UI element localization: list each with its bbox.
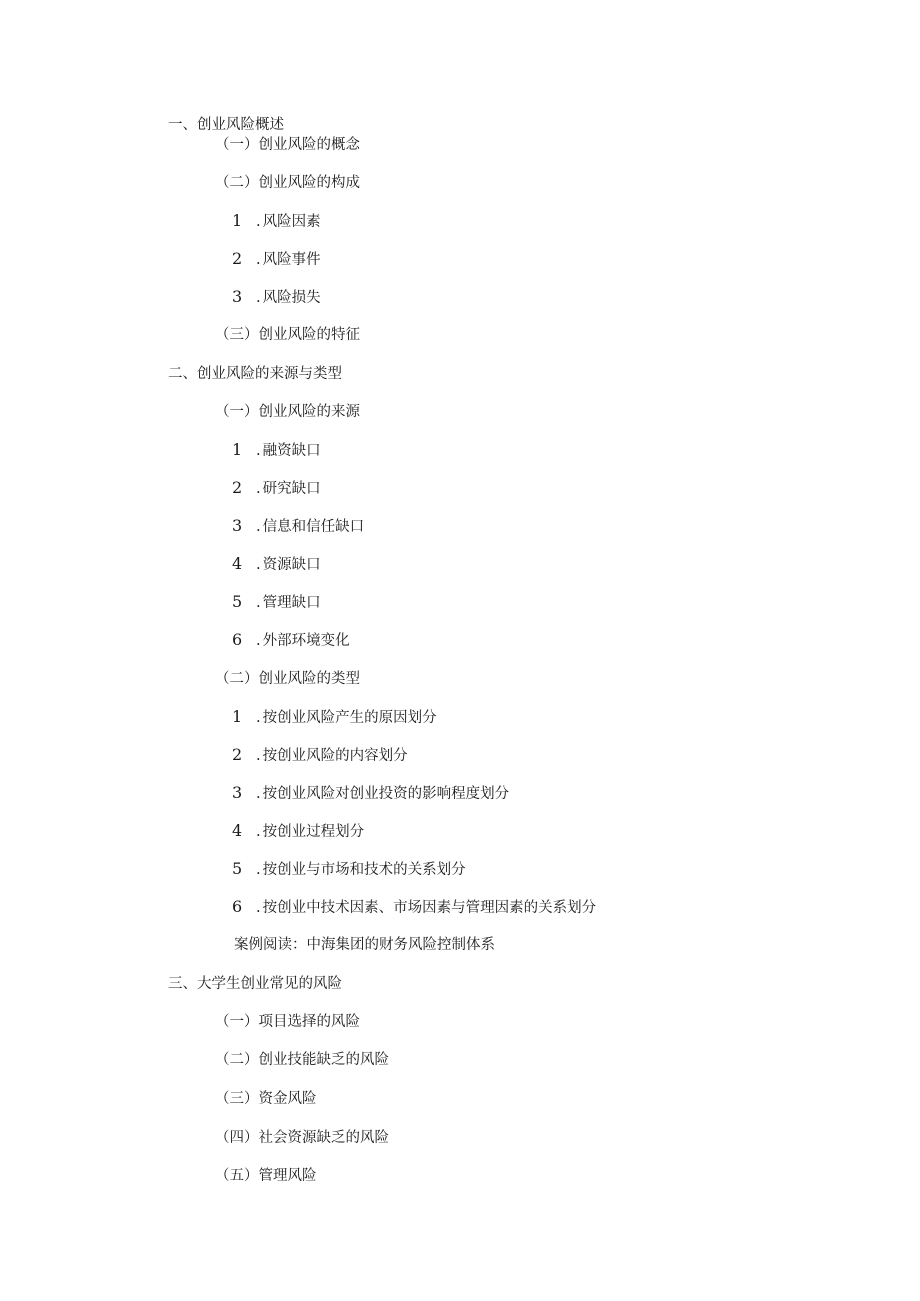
- item-number: 3: [232, 783, 243, 802]
- item-number: 1: [232, 440, 243, 459]
- item-number: 2: [232, 249, 243, 268]
- subsection-heading: （一）创业风险的概念: [215, 137, 360, 153]
- item-text: 风险损失: [262, 290, 321, 306]
- list-item: 5 . 管理缺口: [232, 592, 321, 611]
- item-number: 6: [232, 630, 243, 649]
- subsection-heading: （二）创业技能缺乏的风险: [215, 1052, 389, 1068]
- subsection-heading: （一）项目选择的风险: [215, 1014, 360, 1030]
- item-text: 管理缺口: [262, 595, 321, 611]
- list-item: 3 . 按创业风险对创业投资的影响程度划分: [232, 783, 510, 802]
- item-number: 5: [232, 859, 243, 878]
- item-text: 风险因素: [262, 214, 321, 230]
- item-text: 按创业与市场和技术的关系划分: [262, 862, 466, 878]
- item-text: 研究缺口: [262, 481, 321, 497]
- item-text: 按创业风险的内容划分: [262, 748, 408, 764]
- case-reading: 案例阅读：中海集团的财务风险控制体系: [234, 937, 495, 953]
- list-item: 5 . 按创业与市场和技术的关系划分: [232, 859, 466, 878]
- item-text: 风险事件: [262, 252, 321, 268]
- subsection-heading: （二）创业风险的构成: [215, 175, 360, 191]
- section-heading: 一、创业风险概述: [168, 117, 284, 133]
- item-number: 5: [232, 592, 243, 611]
- section-heading: 三、大学生创业常见的风险: [168, 976, 342, 992]
- list-item: 3 . 风险损失: [232, 287, 321, 306]
- list-item: 1 . 融资缺口: [232, 440, 321, 459]
- item-number: 1: [232, 211, 243, 230]
- subsection-heading: （三）资金风险: [215, 1091, 317, 1107]
- subsection-heading: （三）创业风险的特征: [215, 327, 360, 343]
- list-item: 2 . 风险事件: [232, 249, 321, 268]
- list-item: 4 . 资源缺口: [232, 554, 321, 573]
- item-text: 按创业风险对创业投资的影响程度划分: [262, 786, 510, 802]
- item-number: 2: [232, 745, 243, 764]
- list-item: 2 . 按创业风险的内容划分: [232, 745, 408, 764]
- item-text: 按创业过程划分: [262, 824, 365, 840]
- item-text: 融资缺口: [262, 443, 321, 459]
- list-item: 4 . 按创业过程划分: [232, 821, 365, 840]
- item-number: 6: [232, 897, 243, 916]
- list-item: 6 . 外部环境变化: [232, 630, 350, 649]
- item-text: 外部环境变化: [262, 633, 350, 649]
- subsection-heading: （四）社会资源缺乏的风险: [215, 1130, 389, 1146]
- item-text: 资源缺口: [262, 557, 321, 573]
- item-text: 按创业中技术因素、市场因素与管理因素的关系划分: [262, 900, 597, 916]
- list-item: 1 . 风险因素: [232, 211, 321, 230]
- item-text: 按创业风险产生的原因划分: [262, 710, 437, 726]
- section-heading: 二、创业风险的来源与类型: [168, 366, 342, 382]
- item-text: 信息和信任缺口: [262, 519, 365, 535]
- item-number: 3: [232, 516, 243, 535]
- item-number: 4: [232, 821, 243, 840]
- list-item: 6 . 按创业中技术因素、市场因素与管理因素的关系划分: [232, 897, 597, 916]
- item-number: 3: [232, 287, 243, 306]
- subsection-heading: （五）管理风险: [215, 1168, 317, 1184]
- item-number: 2: [232, 478, 243, 497]
- list-item: 3 . 信息和信任缺口: [232, 516, 365, 535]
- item-number: 1: [232, 707, 243, 726]
- list-item: 1 . 按创业风险产生的原因划分: [232, 707, 437, 726]
- subsection-heading: （一）创业风险的来源: [215, 404, 360, 420]
- item-number: 4: [232, 554, 243, 573]
- list-item: 2 . 研究缺口: [232, 478, 321, 497]
- subsection-heading: （二）创业风险的类型: [215, 671, 360, 687]
